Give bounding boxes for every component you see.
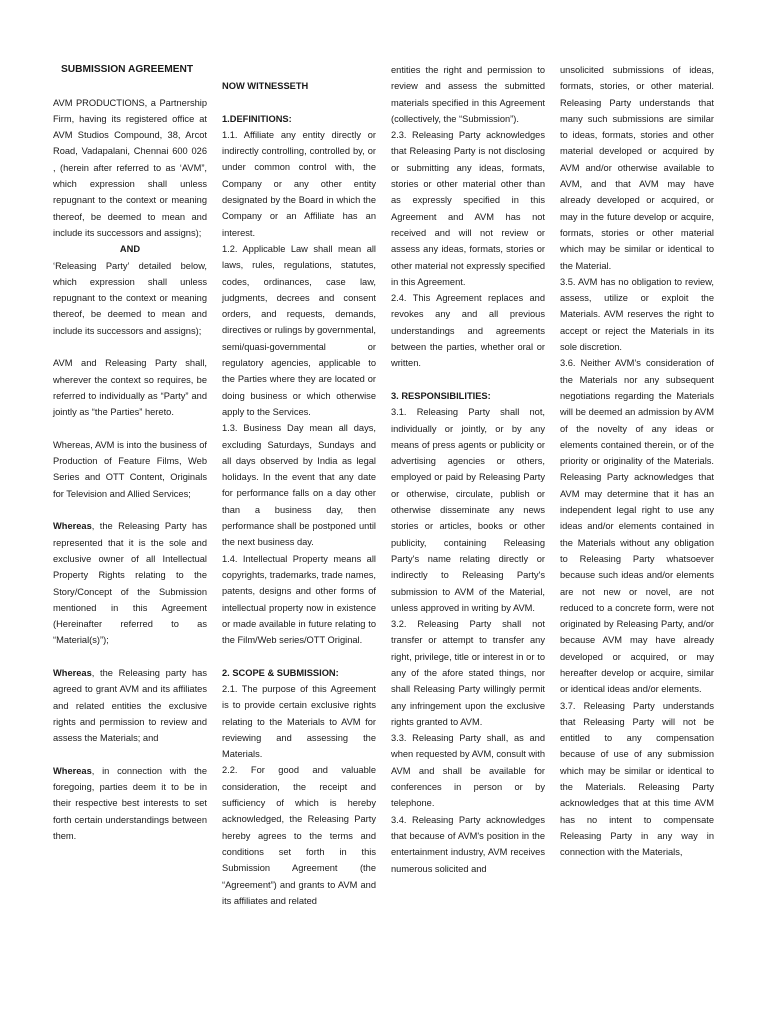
whereas-2-paragraph (53, 518, 207, 648)
clause-3-6: 3.6. Neither AVM’s consideration of the Materials nor any subsequent negotiations regarding the Materials will be deemed an admission by AVM of the novelty of any ideas or elements contained therein, or of the priority or originality of the Materials. Releasing Party acknowledges that AVM may determine that it has an independent legal right to use any ideas and/or elements contained in the Materials without any obligation to Releasing Party whatsoever because such ideas and/or elements are not new or novel, are not reduced to a concrete form, were not originated by Releasing Party, and/or because AVM may have already developed or acquired, or may hereafter develop or acquire, similar or identical ideas and/or elements. (560, 358, 714, 695)
definitions-heading: 1.DEFINITIONS: (222, 113, 292, 124)
clause-3-7: 3.7. Releasing Party understands that Releasing Party will not be entitled to any compensation because of use of any submission which may be similar or identical to the Materials. Releasing Party acknowledges that at this time AVM has no intent to compensate Releasing Party in any way in connection with the Materials, (560, 700, 714, 858)
party-avm-paragraph: AVM PRODUCTIONS, a Partnership Firm, having its registered office at AVM Studios Compound, 38, Arcot Road, Vadapalani, Chennai 600 026 , (herein after referred to as ‘AVM”, which expression shall unless repugnant to the context or meaning thereof, be deemed to mean and include its successors and assigns); (53, 97, 207, 238)
column-4 (560, 62, 714, 861)
responsibilities-heading: 3. RESPONSIBILITIES: (391, 390, 491, 401)
whereas-4-paragraph (53, 763, 207, 844)
clause-2-2: 2.2. For good and valuable consideration, the receipt and sufficiency of which is hereby acknowledged, the Releasing Party hereby agrees to the terms and conditions set forth in this Submission Agreement (the “Agreement”) and grants to AVM and its affiliates and related (222, 765, 376, 906)
column-1 (53, 62, 207, 844)
clause-2-4: 2.4. This Agreement replaces and revokes any and all previous understandings and agreements between the parties, whether oral or written. (391, 293, 545, 369)
whereas-2-text: , the Releasing Party has represented that it is the sole and exclusive owner of all Intellectual Property Rights relating to the Story/Concept of the Submission mentioned in this Agreement (Hereinafter referred to as “Material(s)”); (53, 521, 207, 646)
whereas-3-text: , the Releasing party has agreed to grant AVM and its affiliates and related entities the exclusive rights and permission to review and assess the Materials; and (53, 667, 207, 744)
clause-3-4-continued: unsolicited submissions of ideas, formats, stories, or other material. Releasing Party understands that many such submissions are similar to ideas, formats, stories and other material developed or acquired by AVM and/or otherwise available to AVM, and that AVM may have already developed or acquired, or may in the future develop or acquire, formats, stories or other material which may be similar or identical to the Material. (560, 65, 714, 271)
parties-paragraph: AVM and Releasing Party shall, wherever the context so requires, be referred to individually as “Party” and jointly as “the Parties” hereto. (53, 358, 207, 418)
clause-3-1: 3.1. Releasing Party shall not, individually or jointly, or by any means of press agents or publicity or advertising agencies or others, employed or paid by Releasing Party or otherwise, circulate, publish or otherwise disseminate any news stories or articles, books or other publicity, containing Releasing Party's name relating directly or indirectly to Releasing Party's submission to AVM of the Material, unless approved in writing by AVM. (391, 407, 545, 613)
whereas-4-lead: Whereas (53, 765, 92, 776)
clause-3-5: 3.5. AVM has no obligation to review, assess, utilize or exploit the Materials. AVM reserves the right to accept or reject the Materials in its sole discretion. (560, 276, 714, 353)
clause-1-1: 1.1. Affiliate any entity directly or indirectly controlling, controlled by, or under common control with, the Company or any other entity designated by the Board in which the Company or an Affiliate has an interest. (222, 129, 376, 238)
witnesseth-heading: NOW WITNESSETH (222, 81, 309, 91)
clause-2-1: 2.1. The purpose of this Agreement is to provide certain exclusive rights relating to the Materials to AVM for reviewing and assessing the Materials. (222, 683, 376, 760)
scope-heading: 2. SCOPE & SUBMISSION: (222, 667, 339, 678)
column-3 (391, 62, 545, 877)
clause-1-3: 1.3. Business Day mean all days, excluding Saturdays, Sundays and all days observed by India as legal holidays. In the event that any date for performance falls on a day other than a business day, then performance shall be postponed until the next business day. (222, 423, 376, 548)
clause-2-3: 2.3. Releasing Party acknowledges that Releasing Party is not disclosing or submitting any ideas, formats, stories or other material other than as expressly specified in this Agreement and AVM has not received and will not review or assess any ideas, formats, stories or other material not expressly specified in this Agreement. (391, 130, 545, 287)
releasing-party-paragraph: ‘Releasing Party’ detailed below, which expression shall unless repugnant to the context or meaning thereof, be deemed to mean and include its successors and assigns); (53, 260, 207, 336)
clause-3-2: 3.2. Releasing Party shall not transfer or attempt to transfer any right, privilege, title or interest in or to any of the afore stated things, nor shall Releasing Party willingly permit any infringement upon the exclusive rights granted to AVM. (391, 619, 545, 727)
clause-1-4: 1.4. Intellectual Property means all copyrights, trademarks, trade names, patents, designs and other forms of intellectual property now in existence or made available in future relating to the Film/Web series/OTT Original. (222, 553, 376, 646)
clause-2-2-continued: entities the right and permission to review and assess the submitted materials specified in this Agreement (collectively, the “Submission”). (391, 65, 545, 124)
and-heading: AND (119, 244, 141, 255)
whereas-2-lead: Whereas (53, 521, 92, 532)
document-title: SUBMISSION AGREEMENT (61, 64, 194, 75)
clause-3-3: 3.3. Releasing Party shall, as and when requested by AVM, consult with AVM and shall be available for conferences in person or by telephone. (391, 733, 545, 809)
whereas-3-lead: Whereas (53, 667, 92, 678)
clause-3-4: 3.4. Releasing Party acknowledges that because of AVM's position in the entertainment industry, AVM receives numerous solicited and (391, 814, 545, 874)
column-2 (222, 62, 376, 909)
whereas-4-text: , in connection with the foregoing, parties deem it to be in their respective best interests to set forth certain understandings between them. (53, 765, 207, 841)
whereas-1-paragraph: Whereas, AVM is into the business of Production of Feature Films, Web Series and OTT Content, Originals for Television and Allied Services; (53, 439, 207, 499)
clause-1-2: 1.2. Applicable Law shall mean all laws, rules, regulations, statutes, codes, ordinances, case law, judgments, decrees and consent orders, and requests, demands, directives or rulings by governmental, semi/quasi-governmental or regulatory agencies, applicable to the Parties where they are located or doing business or which otherwise apply to the Services. (222, 243, 376, 417)
whereas-3-paragraph (53, 665, 207, 746)
